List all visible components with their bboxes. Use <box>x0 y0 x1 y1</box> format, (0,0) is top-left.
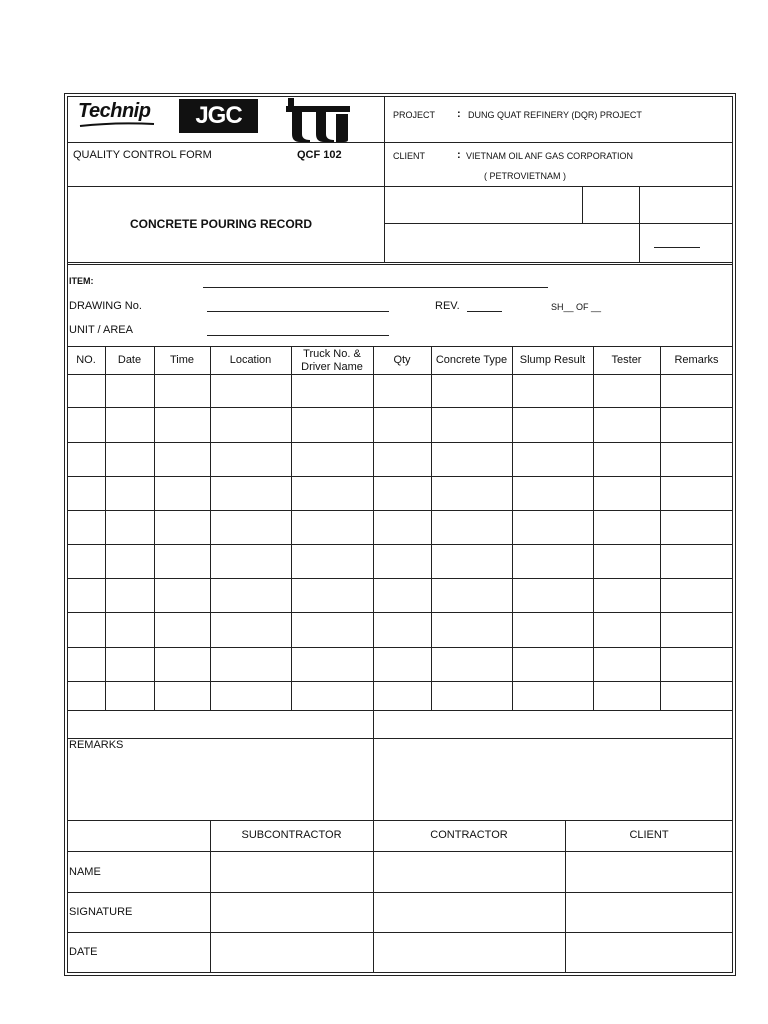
table-col-line <box>105 346 106 710</box>
table-header-bottom-line <box>67 374 733 375</box>
remarks-top-line <box>67 738 733 739</box>
table-row-line <box>67 476 733 477</box>
table-col-line <box>431 346 432 710</box>
table-col-line <box>512 346 513 710</box>
signoff-row-signature: SIGNATURE <box>69 906 133 918</box>
table-row-line <box>67 442 733 443</box>
table-row-line <box>67 612 733 613</box>
header-bottom-line <box>67 262 733 263</box>
column-header-location: Location <box>229 354 272 366</box>
client-label: CLIENT <box>393 151 426 161</box>
table-row-line <box>67 681 733 682</box>
rev-label: REV. <box>435 300 460 312</box>
sheet-label: SH__ OF __ <box>551 302 602 312</box>
table-row-line <box>67 407 733 408</box>
form-code: QCF 102 <box>297 149 342 161</box>
project-value: DUNG QUAT REFINERY (DQR) PROJECT <box>468 110 642 120</box>
item-label: ITEM: <box>69 276 94 286</box>
signoff-col-line <box>373 820 374 973</box>
table-col-line <box>373 346 374 710</box>
header-cell-divider-1 <box>582 186 583 223</box>
signoff-header-subcontractor: SUBCONTRACTOR <box>241 829 342 841</box>
technip-logo: Technip <box>76 98 160 132</box>
table-col-line <box>593 346 594 710</box>
table-col-line <box>660 346 661 710</box>
table-row-line <box>67 710 733 711</box>
signoff-header-contractor: CONTRACTOR <box>430 829 508 841</box>
table-row-line <box>67 510 733 511</box>
jgc-logo: JGC <box>179 99 258 133</box>
rev-blank-line <box>467 311 502 312</box>
table-row-line <box>67 578 733 579</box>
project-label: PROJECT <box>393 110 436 120</box>
column-header-remarks: Remarks <box>674 354 719 366</box>
signoff-row-line <box>67 892 733 893</box>
header-line-1-left <box>67 142 384 143</box>
column-header-truck-line2: Driver Name <box>301 361 363 373</box>
form-title: CONCRETE POURING RECORD <box>130 217 313 231</box>
header-bottom-line-2 <box>67 264 733 265</box>
remarks-bottom-line <box>67 820 733 821</box>
column-header-truck: Truck No. & <box>303 348 361 360</box>
signoff-row-line <box>67 932 733 933</box>
signoff-row-name: NAME <box>69 866 101 878</box>
column-header-concrete-type: Concrete Type <box>435 354 508 366</box>
project-colon: : <box>457 108 461 120</box>
client-value-2: ( PETROVIETNAM ) <box>484 171 567 181</box>
signoff-col-line <box>565 820 566 973</box>
signoff-row-line <box>67 851 733 852</box>
column-header-time: Time <box>169 354 195 366</box>
column-header-tester: Tester <box>611 354 642 366</box>
header-small-blank <box>654 247 700 248</box>
remarks-divider <box>373 710 374 820</box>
client-value: VIETNAM OIL ANF GAS CORPORATION <box>466 151 634 161</box>
signoff-col-line <box>210 820 211 973</box>
ttj-logo <box>280 96 352 142</box>
column-header-slump-result: Slump Result <box>519 354 586 366</box>
header-cell-divider-2 <box>639 186 640 263</box>
item-blank-line <box>203 287 548 288</box>
header-divider-vertical <box>384 96 385 263</box>
client-colon: : <box>457 149 461 161</box>
unit-area-blank-line <box>207 335 389 336</box>
signoff-header-client: CLIENT <box>629 829 669 841</box>
remarks-label: REMARKS <box>69 739 124 751</box>
drawing-label: DRAWING No. <box>69 300 142 312</box>
table-col-line <box>210 346 211 710</box>
column-header-date: Date <box>117 354 142 366</box>
form-label: QUALITY CONTROL FORM <box>73 149 212 161</box>
signoff-row-date: DATE <box>69 946 98 958</box>
header-line-1-right <box>384 142 733 143</box>
table-col-line <box>291 346 292 710</box>
column-header-qty: Qty <box>393 354 411 366</box>
table-top-line <box>67 346 733 347</box>
column-header-no: NO. <box>76 354 96 366</box>
header-line-3 <box>384 223 733 224</box>
drawing-blank-line <box>207 311 389 312</box>
table-row-line <box>67 647 733 648</box>
table-col-line <box>154 346 155 710</box>
table-row-line <box>67 544 733 545</box>
header-line-2 <box>67 186 733 187</box>
unit-area-label: UNIT / AREA <box>69 324 133 336</box>
